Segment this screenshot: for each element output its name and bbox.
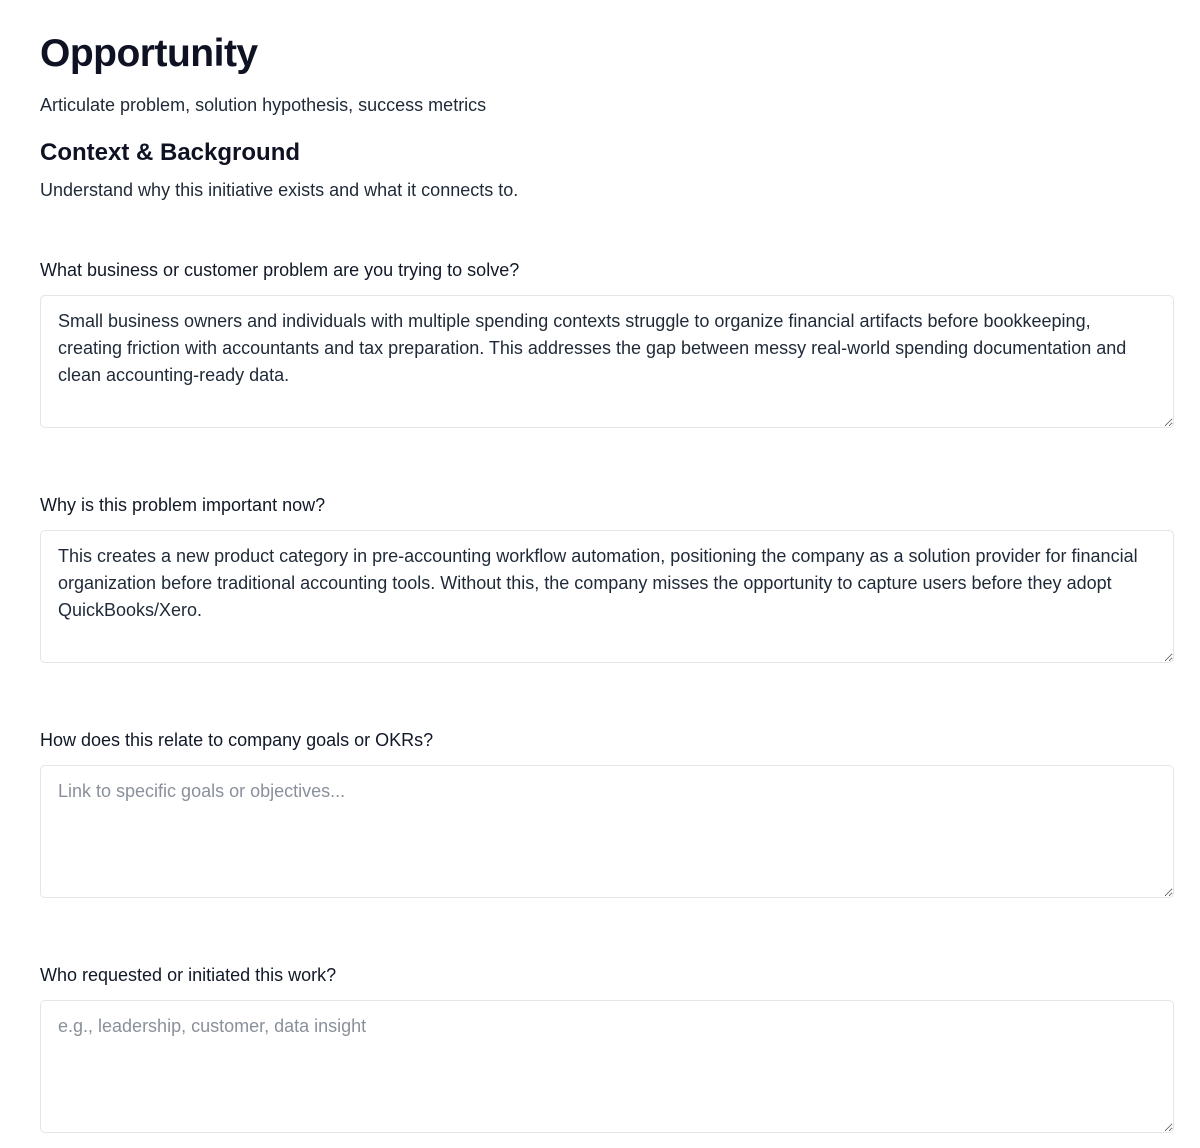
- section-title: Context & Background: [40, 139, 301, 166]
- goals-textarea[interactable]: [40, 765, 1174, 898]
- field-goals: [40, 728, 1174, 898]
- field-label: What business or customer problem are you trying to solve?: [40, 260, 520, 280]
- importance-textarea[interactable]: [40, 530, 1174, 663]
- requester-textarea[interactable]: [40, 1000, 1174, 1133]
- section-description: Understand why this initiative exists and what it connects to.: [40, 180, 519, 200]
- field-label: How does this relate to company goals or OKRs?: [40, 730, 434, 750]
- page-title: Opportunity: [40, 32, 258, 75]
- field-label: Who requested or initiated this work?: [40, 965, 337, 985]
- field-problem: [40, 258, 1174, 428]
- problem-textarea[interactable]: [40, 295, 1174, 428]
- field-importance: [40, 493, 1174, 663]
- fields-list: [40, 258, 1174, 1133]
- page-subtitle: Articulate problem, solution hypothesis, success metrics: [40, 95, 487, 115]
- field-requester: [40, 963, 1174, 1133]
- field-label: Why is this problem important now?: [40, 495, 326, 515]
